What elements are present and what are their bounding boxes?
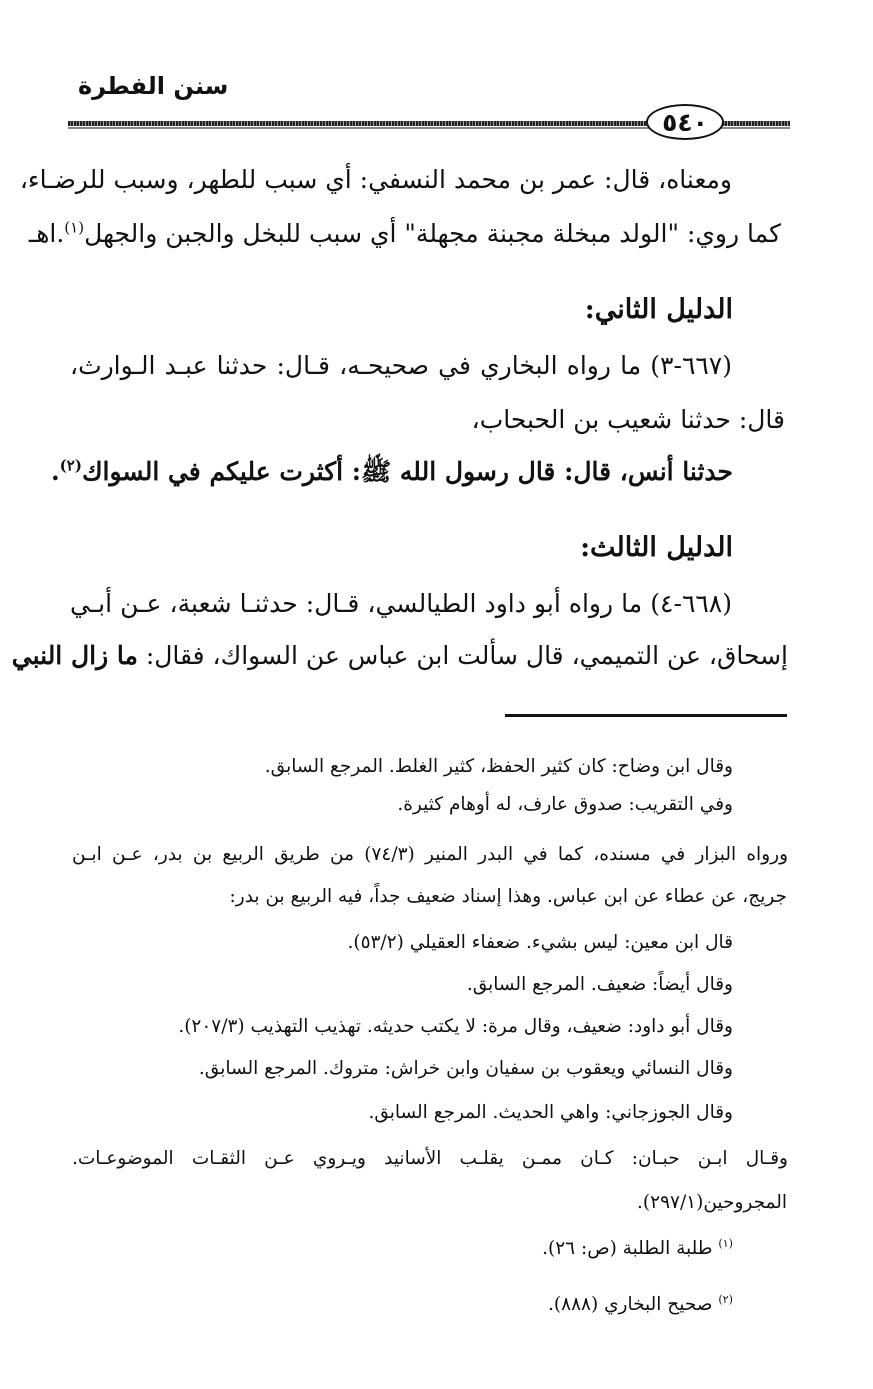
footnote-line: $^{(٢)}$ صحيح البخاري (٨٨٨). <box>548 1292 733 1315</box>
footnote-line: وقـال ابـن حبـان: كـان ممـن يقلـب الأسانيد ويـروي عـن الثقـات الموضوعـات. <box>72 1148 788 1169</box>
main-line: إسحاق، عن التميمي، قال سألت ابن عباس عن السواك، فقال: ما زال النبي <box>11 641 788 670</box>
footnote-line: ورواه البزار في مسنده، كما في البدر المنير (٧٤/٣) من طريق الربيع بن بدر، عـن ابـن <box>72 844 789 865</box>
footnote-ref: (١) <box>64 218 85 237</box>
footnote-marker: (٢) <box>718 1292 733 1306</box>
footnote-line: جريج، عن عطاء عن ابن عباس. وهذا إسناد ضعيف جداً، فيه الربيع بن بدر: <box>229 886 787 907</box>
footnote-line: $^{(١)}$ طلبة الطلبة (ص: ٢٦). <box>542 1236 733 1259</box>
footnote-line: قال ابن معين: ليس بشيء. ضعفاء العقيلي (٥٣/٢). <box>347 932 733 953</box>
footnote-line: وقال الجوزجاني: واهي الحديث. المرجع السابق. <box>368 1102 733 1123</box>
footnote-line: وفي التقريب: صدوق عارف، له أوهام كثيرة. <box>397 794 733 815</box>
main-line: ومعناه، قال: عمر بن محمد النسفي: أي سبب للطهر، وسبب للرضـاء، <box>19 165 732 194</box>
footnote-line: وقال أبو داود: ضعيف، وقال مرة: لا يكتب حديثه. تهذيب التهذيب (٢٠٧/٣). <box>178 1016 733 1037</box>
footnote-line: وقال ابن وضاح: كان كثير الحفظ، كثير الغلط. المرجع السابق. <box>264 756 733 777</box>
main-line: حدثنا أنس، قال: قال رسول الله ﷺ: أكثرت عليكم في السواك$^{(٢)}$. <box>50 456 733 486</box>
footnote-ref: (٢) <box>59 456 82 475</box>
main-line: (٦٦٧-٣) ما رواه البخاري في صحيحـه، قـال: حدثنا عبـد الـوارث، <box>70 351 732 380</box>
main-line: كما روي: "الولد مبخلة مجبنة مجهلة" أي سبب للبخل والجبن والجهل$^{(١)}$.اهـ <box>28 218 781 248</box>
section-heading: الدليل الثالث: <box>580 532 733 563</box>
main-line: قال: حدثنا شعيب بن الحبحاب، <box>471 405 785 434</box>
footnote-line: المجروحين(٢٩٧/١). <box>637 1192 787 1213</box>
main-line: (٦٦٨-٤) ما رواه أبو داود الطيالسي، قـال: حدثنـا شعبة، عـن أبـي <box>70 589 732 618</box>
footnote-separator <box>505 714 787 717</box>
page-number: ٥٤٠ <box>646 104 724 140</box>
section-heading: الدليل الثاني: <box>584 294 733 325</box>
footnote-marker: (١) <box>718 1236 733 1250</box>
footnote-line: وقال النسائي ويعقوب بن سفيان وابن خراش: متروك. المرجع السابق. <box>198 1058 733 1079</box>
footnote-line: وقال أيضاً: ضعيف. المرجع السابق. <box>466 974 733 995</box>
book-title: سنن الفطرة <box>78 72 229 100</box>
